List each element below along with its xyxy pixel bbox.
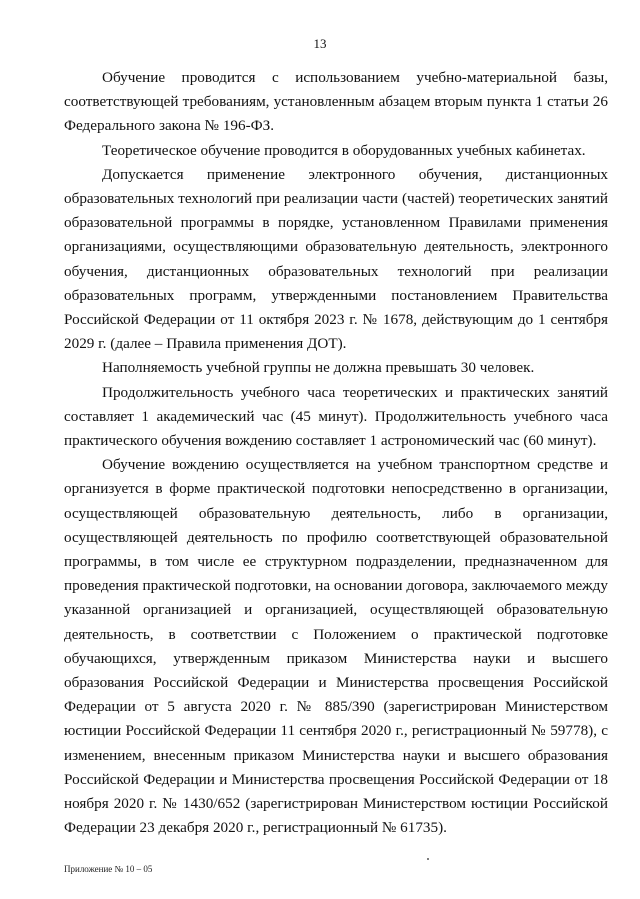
paragraph-material-base: Обучение проводится с использованием учебно-материальной базы, соответствующей требованиям, установленным абзацем вторым пункта 1 статьи 26 Федерального закона № 196-ФЗ. <box>64 69 608 135</box>
scan-speck <box>427 858 429 860</box>
page-number: 13 <box>313 36 327 51</box>
paragraph-group-size: Наполняемость учебной группы не должна превышать 30 человек. <box>102 359 535 377</box>
paragraph-theory-classrooms: Теоретическое обучение проводится в оборудованных учебных кабинетах. <box>102 141 586 159</box>
document-body <box>64 66 608 841</box>
paragraph-driving-training: Обучение вождению осуществляется на учебном транспортном средстве и организуется в форме практической подготовки непосредственно в организации, осуществляющей образовательную деятельность, либо в организации, осуществляющей деятельность по профилю соответствующей образовательной программы, в том числе ее структурном подразделении, предназначенном для проведения практической подготовки, на основании договора, заключаемого между указанной организацией и организацией, осуществляющей образовательную деятельность, в соответствии с Положением о практической подготовке обучающихся, утвержденным приказом Министерства науки и высшего образования Российской Федерации и Министерства просвещения Российской Федерации от 5 августа 2020 г. № 885/390 (зарегистрирован Министерством юстиции Российской Федерации 11 сентября 2020 г., регистрационный № 59778), с изменением, внесенным приказом Министерства науки и высшего образования Российской Федерации и Министерства просвещения Российской Федерации от 18 ноября 2020 г. № 1430/652 (зарегистрирован Министерством юстиции Российской Федерации 23 декабря 2020 г., регистрационный № 61735). <box>64 456 608 837</box>
footer-appendix-label: Приложение № 10 – 05 <box>64 864 153 874</box>
paragraph-lesson-duration: Продолжительность учебного часа теоретических и практических занятий составляет 1 академический час (45 минут). Продолжительность учебного часа практического обучения вождению составляет 1 астрономический час (60 минут). <box>64 383 608 450</box>
paragraph-distance-learning: Допускается применение электронного обучения, дистанционных образовательных технологий при реализации части (частей) теоретических занятий образовательной программы в порядке, установленном Правилами применения организациями, осуществляющими образовательную деятельность, электронного обучения, дистанционных образовательных технологий при реализации образовательных программ, утвержденными постановлением Правительства Российской Федерации от 11 октября 2023 г. № 1678, действующим до 1 сентября 2029 г. (далее – Правила применения ДОТ). <box>64 165 608 353</box>
